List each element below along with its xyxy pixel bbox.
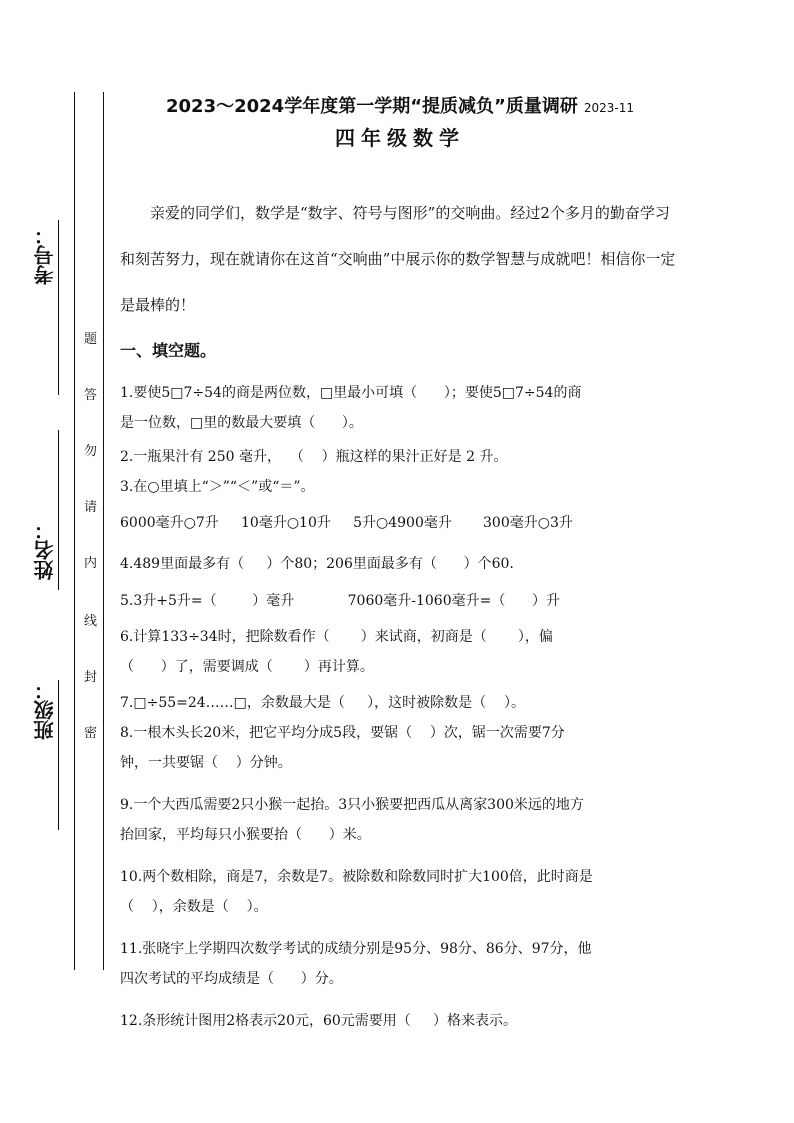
- name-label: 姓名：: [33, 520, 57, 580]
- question-item: [120, 688, 676, 718]
- section-title: 一、填空题。: [120, 341, 217, 360]
- question-item: [120, 1006, 676, 1036]
- exam-number-blank: [58, 220, 59, 395]
- exam-number-label: 考号：: [33, 225, 57, 285]
- question-item: [120, 934, 676, 994]
- question-line: 11.张晓宇上学期四次数学考试的成绩分别是95分、98分、86分、97分，他: [120, 941, 592, 957]
- notice-char: 请: [84, 500, 98, 515]
- question-line: 8.一根木头长20米，把它平均分成5段，要锯（ ）次，锯一次需要7分: [120, 725, 565, 741]
- question-line: 9.一个大西瓜需要2只小猴一起抬。3只小猴要把西瓜从离家300米远的地方: [120, 797, 584, 813]
- question-item: [120, 586, 676, 616]
- question-line: 2.一瓶果汁有 250 毫升， （ ）瓶这样的果汁正好是 2 升。: [120, 449, 508, 465]
- exam-title-text: 2023～2024学年度第一学期“提质减负”质量调研: [166, 96, 578, 117]
- class-label: 班级：: [33, 680, 57, 740]
- question-line: 四次考试的平均成绩是（ ）分。: [120, 971, 343, 987]
- question-item: [120, 549, 676, 579]
- name-blank: [58, 430, 59, 590]
- question-item: [120, 718, 676, 778]
- subject-title: 四年级数学: [335, 126, 465, 150]
- question-line: 1.要使5□7÷54的商是两位数，□里最小可填（ ）；要使5□7÷54的商: [120, 385, 582, 401]
- question-line: （ ）了，需要调成（ ）再计算。: [120, 659, 374, 675]
- notice-char: 内: [84, 556, 98, 571]
- question-line: 6000毫升○7升 10毫升○10升 5升○4900毫升 300毫升○3升: [120, 515, 573, 531]
- question-line: （ ），余数是（ ）。: [120, 899, 268, 915]
- class-blank: [58, 680, 59, 830]
- question-item: [120, 622, 676, 682]
- question-item: [120, 508, 676, 538]
- question-item: [120, 790, 676, 850]
- question-line: 10.两个数相除，商是7，余数是7。被除数和除数同时扩大100倍，此时商是: [120, 869, 593, 885]
- notice-char: 题: [84, 332, 98, 347]
- question-line: 12.条形统计图用2格表示20元，60元需要用（ ）格来表示。: [120, 1013, 518, 1029]
- binding-seal-line: [103, 92, 104, 970]
- notice-char: 答: [84, 388, 98, 403]
- exam-date: 2023-11: [583, 101, 634, 115]
- notice-char: 线: [84, 614, 98, 629]
- question-line: 钟，一共要锯（ ）分钟。: [120, 755, 292, 771]
- exam-title: [120, 92, 680, 118]
- binding-outer-line: [74, 92, 75, 970]
- notice-char: 勿: [84, 444, 98, 459]
- question-item: [120, 442, 676, 472]
- question-line: 7.□÷55=24……□，余数最大是（ ），这时被除数是（ ）。: [120, 695, 525, 711]
- question-item: [120, 862, 676, 922]
- question-line: 3.在○里填上“＞”“＜”或“＝”。: [120, 479, 315, 495]
- notice-char: 封: [84, 670, 98, 685]
- notice-char: 密: [84, 726, 98, 741]
- question-item: [120, 378, 676, 438]
- question-line: 4.489里面最多有（ ）个80；206里面最多有（ ）个60.: [120, 556, 514, 572]
- intro-paragraph: 亲爱的同学们，数学是“数字、符号与图形”的交响曲。经过2个多月的勤奋学习和刻苦努力，现在就请你在这首“交响曲”中展示你的数学智慧与成就吧！相信你一定是最棒的！: [120, 204, 676, 314]
- question-line: 5.3升+5升=（ ）毫升 7060毫升-1060毫升=（ ）升: [120, 593, 561, 609]
- question-item: [120, 472, 676, 502]
- question-line: 是一位数，□里的数最大要填（ ）。: [120, 415, 363, 431]
- question-line: 抬回家，平均每只小猴要抬（ ）米。: [120, 827, 371, 843]
- question-line: 6.计算133÷34时，把除数看作（ ）来试商，初商是（ ），偏: [120, 629, 553, 645]
